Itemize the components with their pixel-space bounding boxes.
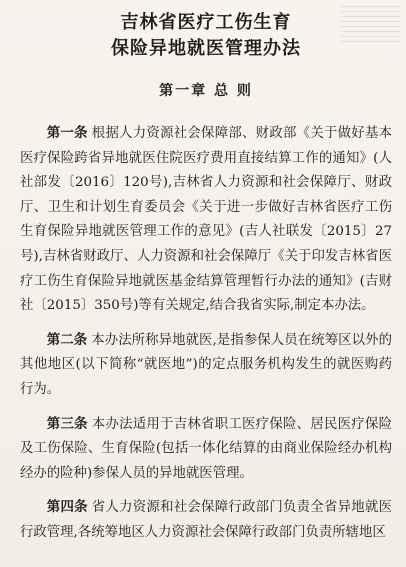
article-text: 本办法适用于吉林省职工医疗保险、居民医疗保险及工伤保险、生育保险(包括一体化结算的由商业保险经办机构经办的险种)参保人员的异地就医管理。 xyxy=(20,416,393,481)
document-title xyxy=(20,10,392,62)
title-line-2: 保险异地就医管理办法 xyxy=(111,38,301,59)
article-text: 省人力资源和社会保障行政部门负责全省异地就医行政管理,各统筹地区人力资源社会保障行政部门负责所辖地区 xyxy=(20,500,393,540)
chapter-heading: 第一章 总 则 xyxy=(159,83,253,99)
article-text: 本办法所称异地就医,是指参保人员在统筹区以外的其他地区(以下简称“就医地”)的定点服务机构发生的就医购药行为。 xyxy=(20,332,392,397)
article-number: 第三条 xyxy=(46,416,88,432)
article-number: 第四条 xyxy=(46,500,88,516)
article-text: 根据人力资源社会保障部、财政部《关于做好基本医疗保险跨省异地就医住院医疗费用直接结算工作的通知》(人社部发〔2016〕120号),吉林省人力资源和社会保障厅、财政厅、卫生和计划生育委员会《关于进一步做好吉林省医疗工伤生育保险异地就医管理工作的意见》(吉人社联发〔2015〕27号),吉林省财政厅、人力资源和社会保障厅《关于印发吉林省医疗工伤生育保险异地就医基金结算管理暂行办法的通知》(吉财社〔2015〕350号)等有关规定,结合我省实际,制定本办法。 xyxy=(20,126,393,314)
article-4 xyxy=(20,496,392,545)
article-1 xyxy=(20,122,392,319)
article-3 xyxy=(20,413,392,487)
article-number: 第二条 xyxy=(46,332,88,348)
title-line-1: 吉林省医疗工伤生育 xyxy=(120,12,292,33)
article-2 xyxy=(20,329,392,403)
bleed-through-shadow xyxy=(340,2,400,42)
article-number: 第一条 xyxy=(46,126,88,141)
